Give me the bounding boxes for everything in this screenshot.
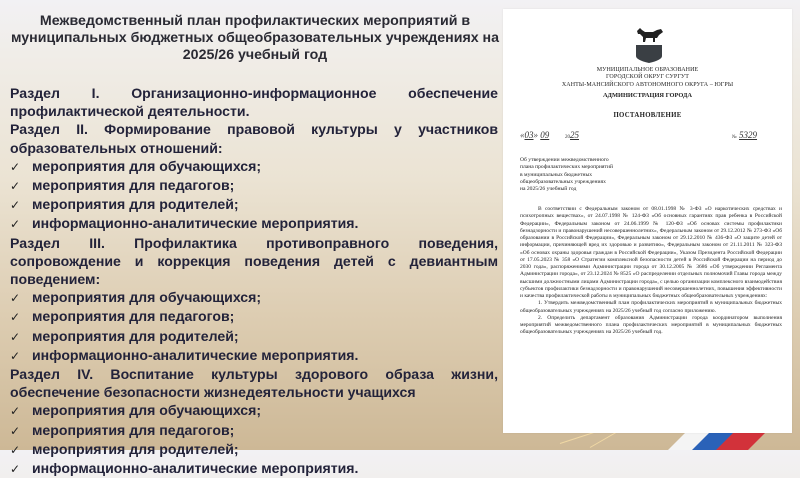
body-paragraph: 2. Определить департамент образования Администрации города координатором выполнения мероприятий межведомственного плана профилактических мероприятий в муниципальных бюджетных общеобразовательных учреждениях на 2025/26 учебный год. [520,314,782,336]
slide-title [10,13,500,64]
body-paragraph: В соответствии с Федеральным законом от 08.01.1998 № 3-ФЗ «О наркотических средствах и психотропных веществах», от 24.07.1998 № 124-ФЗ «Об основных гарантиях прав ребенка в Российской Федерации», Федеральным законом от 24.06.1999 № 120-ФЗ «Об основах системы профилактики безнадзорности и правонарушений несовершеннолетних», Федеральным законом от 29.12.2012 № 273-ФЗ «Об образовании в Российской Федерации», Федеральным законом от 29.12.2010 № 436-ФЗ «О защите детей от информации, причиняющей вред их здоровью и развитию», Федеральным законом от 21.11.2011 № 323-ФЗ «Об основах охраны здоровья граждан в Российской Федерации», Указом Президента Российской Федерации от 17.05.2023 № 358 «О Стратегии комплексной безопасности детей в Российской Федерации на период до 2030 года», распоряжениями Администрации города от 30.12.2005 № 3686 «Об утверждении Регламента Администрации города», от 23.12.2024 № 8525 «О распределении отдельных полномочий Главы города между высшими должностными лицами Администрации города», с целью организации комплексного взаимодействия субъектов профилактики безнадзорности и правонарушений несовершеннолетних, повышения эффективности и качества профилактической работы в муниципальных бюджетных общеобразовательных учреждениях: [520,206,782,299]
checkmark-icon: ✓ [10,310,21,325]
list-item: ✓ мероприятия для педагогов; [10,176,498,195]
decree-document [503,9,792,433]
surgut-fox-crest-icon [633,23,665,65]
checkmark-icon: ✓ [10,179,21,194]
list-item: ✓ мероприятия для родителей; [10,440,498,459]
checkmark-icon: ✓ [10,159,21,174]
list-item: ✓ информационно-аналитические мероприятия. [10,459,498,478]
organization-name: МУНИЦИПАЛЬНОЕ ОБРАЗОВАНИЕ ГОРОДСКОЙ ОКРУГ СУРГУТ ХАНТЫ-МАНСИЙСКОГО АВТОНОМНОГО ОКРУГА – ЮГРЫ [561,67,734,88]
checkmark-icon: ✓ [10,217,21,232]
list-item: ✓ мероприятия для обучающихся; [10,157,498,176]
list-item: ✓ информационно-аналитические мероприятия. [10,346,498,365]
checkmark-icon: ✓ [10,198,21,213]
document-date: «03» 09 2025 [520,130,579,140]
list-item: ✓ мероприятия для родителей; [10,327,498,346]
list-item: ✓ мероприятия для педагогов; [10,307,498,326]
checkmark-icon: ✓ [10,291,21,306]
section-heading-4: Раздел IV. Воспитание культуры здорового образа жизни, обеспечение безопасности жизнедеятельности учащихся [10,366,498,401]
checkmark-icon: ✓ [10,442,21,457]
list-item: ✓ мероприятия для обучающихся; [10,401,498,420]
slide-title-line: Межведомственный план профилактических мероприятий в [39,13,471,29]
list-item: ✓ мероприятия для обучающихся; [10,288,498,307]
checkmark-icon: ✓ [10,404,21,419]
checkmark-icon: ✓ [10,348,21,363]
document-number: № 5329 [732,130,758,140]
list-item: ✓ мероприятия для родителей; [10,195,498,214]
checkmark-icon: ✓ [10,423,21,438]
slide-title-line: 2025/26 учебный год [182,47,328,63]
document-subject: Об утверждении межведомственного плана профилактических мероприятий в муниципальных бюджетных общеобразовательных учреждениях на 2025/26 учебный год [520,157,613,193]
checkmark-icon: ✓ [10,329,21,344]
administration-label: АДМИНИСТРАЦИЯ ГОРОДА [602,92,693,99]
section-heading-2: Раздел II. Формирование правовой культуры у участников образовательных отношений: [10,121,498,156]
list-item: ✓ информационно-аналитические мероприятия. [10,214,498,233]
body-paragraph: 1. Утвердить межведомственный план профилактических мероприятий в муниципальных бюджетных общеобразовательных учреждениях на 2025/26 учебный год согласно приложению. [520,300,782,314]
sections-list [10,84,498,478]
document-body [520,206,782,337]
section-heading-3: Раздел III. Профилактика противоправного поведения, сопровождение и коррекция поведения детей с девиантным поведением: [10,234,498,288]
document-type: ПОСТАНОВЛЕНИЕ [613,112,682,119]
slide-title-line: муниципальных бюджетных общеобразовательных учреждениях на [10,30,500,46]
section-heading-1: Раздел I. Организационно-информационное обеспечение профилактической деятельности. [10,85,498,120]
list-item: ✓ мероприятия для педагогов; [10,421,498,440]
checkmark-icon: ✓ [10,462,21,477]
